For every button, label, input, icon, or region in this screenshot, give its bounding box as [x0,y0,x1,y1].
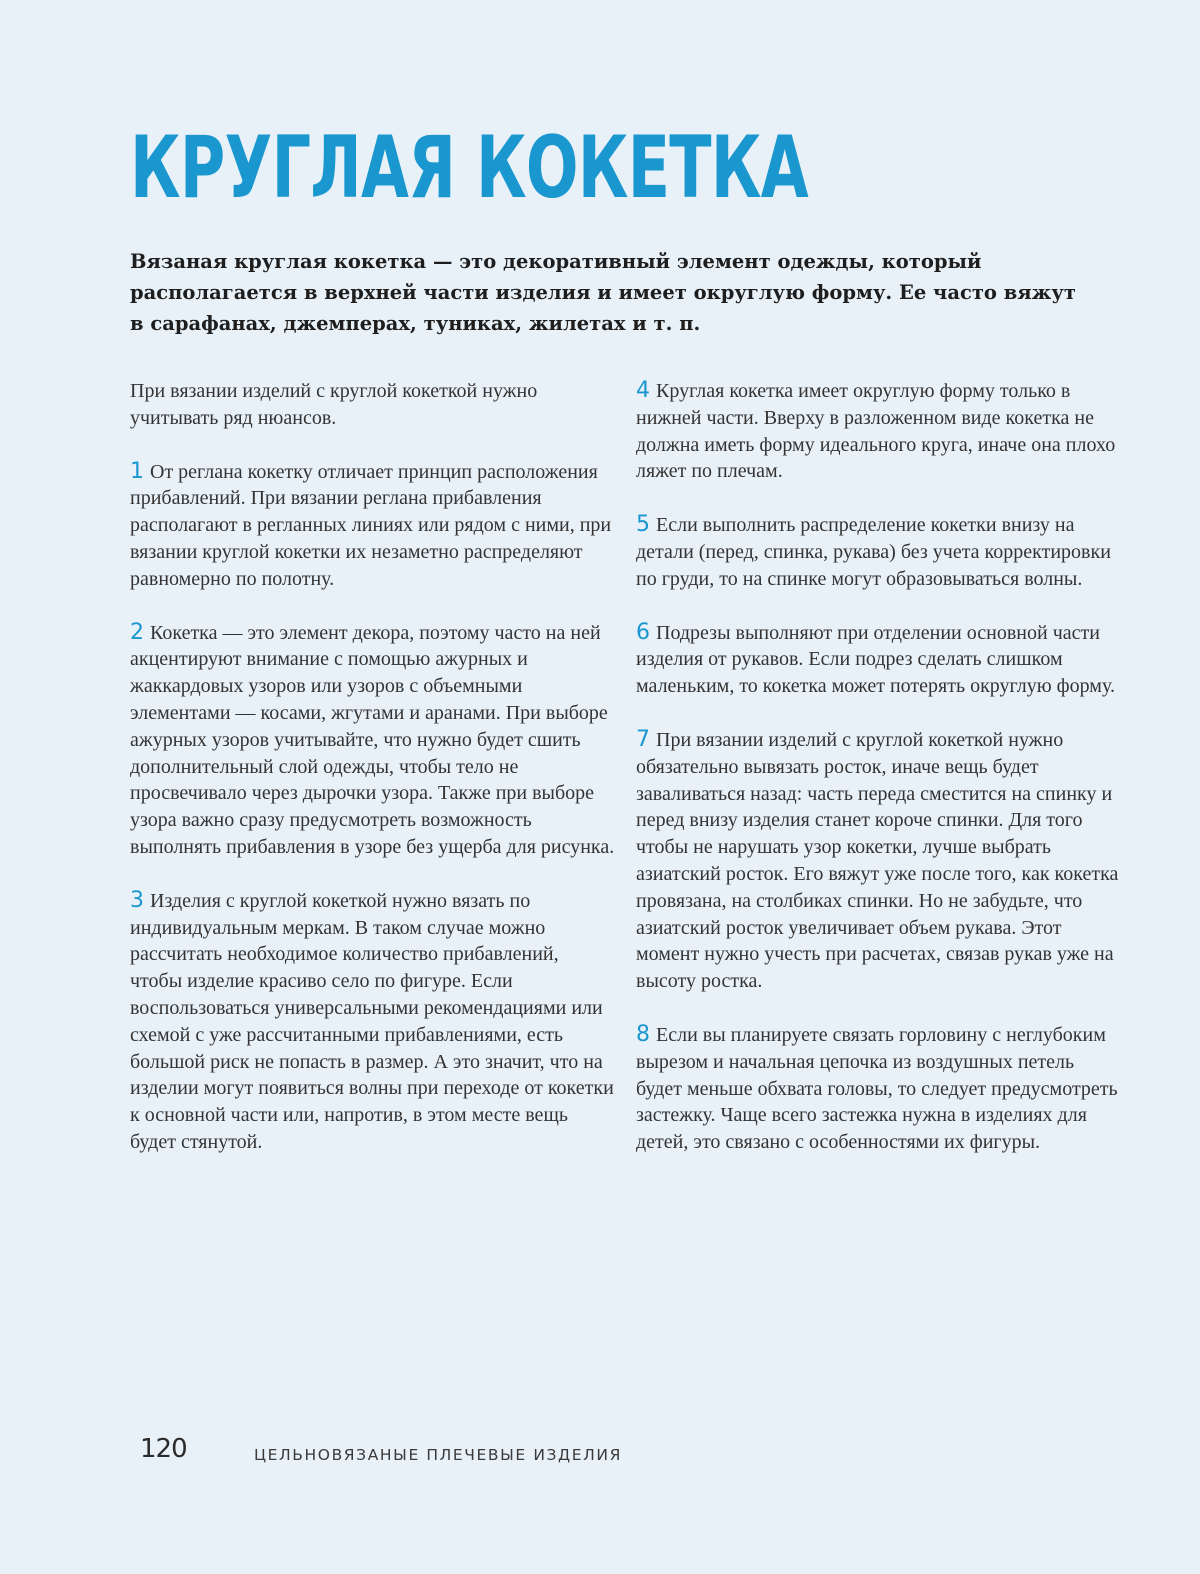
list-item [130,459,615,593]
list-item [636,378,1121,485]
list-item [636,512,1121,592]
item-number: 4 [636,378,650,403]
list-item [130,620,615,861]
item-number: 1 [130,458,144,484]
item-number: 5 [636,512,650,538]
lead-paragraph: Вязаная круглая кокетка — это декоративный элемент одежды, который располагается в верхней части изделия и имеет округлую форму. Ее часто вяжут в сарафанах, джемперах, туниках, жилетах и т. п. [130,250,1076,335]
item-text: Подрезы выполняют при отделении основной части изделия от рукавов. Если подрез сделать слишком маленьким, то кокетка может потерять округлую форму. [636,621,1115,698]
right-column [636,378,1121,1183]
list-item [636,620,1121,700]
item-text: Если выполнить распределение кокетки внизу на детали (перед, спинка, рукава) без учета корректировки по груди, то на спинке могут образовываться волны. [636,514,1111,590]
running-footer-section: ЦЕЛЬНОВЯЗАНЫЕ ПЛЕЧЕВЫЕ ИЗДЕЛИЯ [254,1446,622,1464]
item-text: Изделия с круглой кокеткой нужно вязать по индивидуальным меркам. В таком случае можно рассчитать необходимое количество прибавлений, чтобы изделие красиво село по фигуре. Если воспользоваться универсальными рекомендациями или схемой с уже рассчитанными прибавлениями, есть большой риск не попасть в размер. А это значит, что на изделии могут появиться волны при переходе от кокетки к основной части или, напротив, в этом месте вещь будет стянутой. [130,889,614,1153]
item-text: От реглана кокетку отличает принцип расположения прибавлений. При вязании реглана прибавления располагают в регланных линиях или рядом с ними, при вязании круглой кокетки их незаметно распределяют равномерно по полотну. [130,460,612,590]
list-item [636,1022,1121,1156]
item-number: 7 [636,726,650,752]
item-number: 2 [130,619,144,645]
item-text: При вязании изделий с круглой кокеткой нужно обязательно вывязать росток, иначе вещь будет заваливаться назад: часть переда сместится на спинку и перед внизу изделия станет короче спинки. Для того чтобы не нарушать узор кокетки, лучше выбрать азиатский росток. Его вяжут уже после того, как кокетка провязана, на столбиках спинки. Но не забудьте, что азиатский росток увеличивает объем рукава. Этот момент нужно учесть при расчетах, связав рукав уже на высоту ростка. [636,728,1119,993]
item-number: 3 [130,887,144,913]
item-number: 8 [636,1021,650,1047]
page-number: 120 [140,1434,187,1464]
item-number: 6 [636,619,650,645]
item-text: Кокетка — это элемент декора, поэтому часто на ней акцентируют внимание с помощью ажурных и жаккардовых узоров или узоров с объемными элементами — косами, жгутами и аранами. При выборе ажурных узоров учитывайте, что нужно будет сшить дополнительный слой одежды, чтобы тело не просвечивало через дырочки узора. Также при выборе узора важно сразу предусмотреть возможность выполнять прибавления в узоре без ущерба для рисунка. [130,621,615,858]
list-item [636,727,1121,995]
page-title: КРУГЛАЯ КОКЕТКА [130,118,808,218]
list-item [130,888,615,1156]
item-text: Круглая кокетка имеет округлую форму только в нижней части. Вверху в разложенном виде кокетка не должна иметь форму идеального круга, иначе она плохо ляжет по плечам. [636,380,1116,483]
left-column [130,378,615,1183]
item-text: Если вы планируете связать горловину с неглубоким вырезом и начальная цепочка из воздушных петель будет меньше обхвата головы, то следует предусмотреть застежку. Чаще всего застежка нужна в изделиях для детей, это связано с особенностями их фигуры. [636,1023,1118,1154]
intro-paragraph: При вязании изделий с круглой кокеткой нужно учитывать ряд нюансов. [130,380,538,429]
